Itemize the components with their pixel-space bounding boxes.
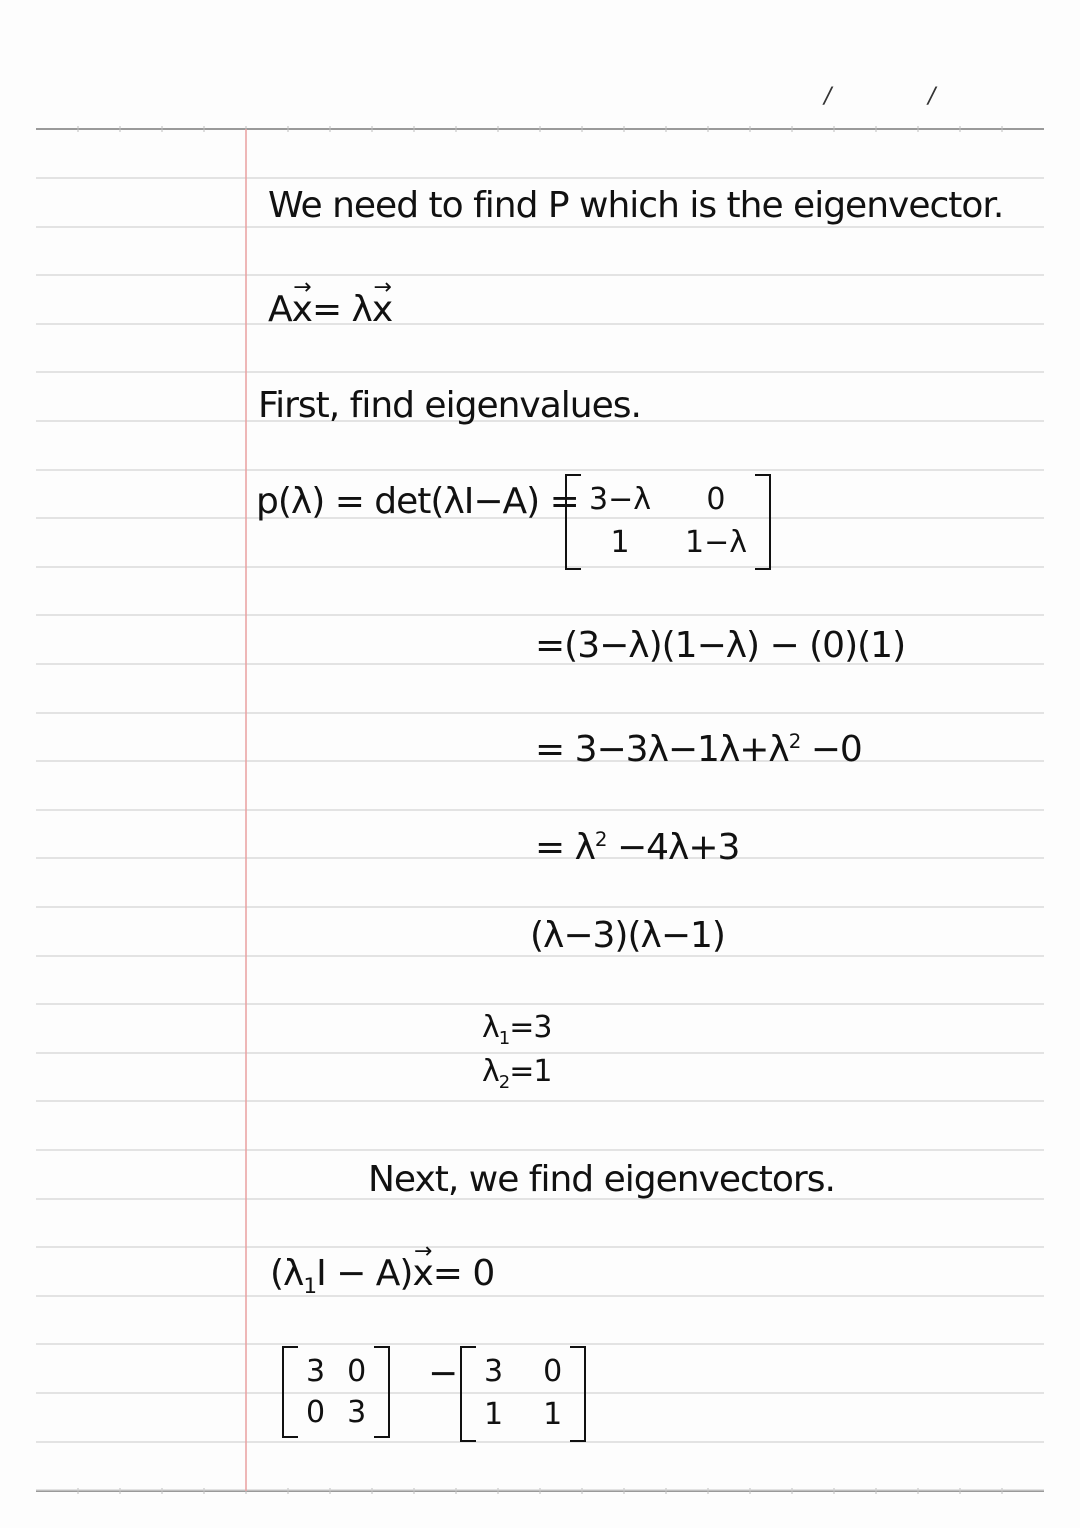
matrix-cell: 1 bbox=[543, 1397, 563, 1432]
matrix-cell: 3 bbox=[484, 1354, 504, 1389]
lambda-symbol: λ bbox=[482, 1054, 499, 1089]
eq-open: (λ bbox=[270, 1253, 304, 1294]
eigenvector-equation bbox=[270, 1254, 494, 1307]
matrix-cell: 1−λ bbox=[684, 525, 747, 560]
eigen-equation bbox=[268, 290, 392, 330]
matrix-cell: 0 bbox=[543, 1354, 563, 1389]
subscript: 1 bbox=[498, 1028, 510, 1049]
expansion-step-3-tail: −4λ+3 bbox=[606, 827, 740, 868]
matrix-cell: 3 bbox=[347, 1395, 367, 1430]
expansion-step-2-body: = 3−3λ−1λ+λ bbox=[535, 729, 789, 770]
matrix-lambda-i-minus-a bbox=[565, 474, 771, 570]
eigen-equation-a: A bbox=[268, 289, 292, 330]
matrix-cells bbox=[581, 474, 755, 570]
minus-sign: − bbox=[428, 1353, 458, 1394]
char-poly-line: p(λ) = det(λI−A) = bbox=[256, 481, 579, 522]
matrix-a bbox=[460, 1346, 586, 1442]
expansion-step-3 bbox=[535, 820, 739, 868]
matrix-cell: 1 bbox=[484, 1397, 504, 1432]
matrix-cell: 3 bbox=[306, 1354, 326, 1389]
matrix-cell: 1 bbox=[610, 525, 630, 560]
date-separator-1: / bbox=[824, 84, 832, 109]
exponent: 2 bbox=[594, 828, 607, 851]
vector-x: → x bbox=[292, 290, 312, 330]
subscript: 2 bbox=[498, 1072, 510, 1093]
left-bracket bbox=[460, 1346, 476, 1442]
vector-x: → x bbox=[372, 290, 392, 330]
matrix-cells bbox=[476, 1346, 570, 1442]
date-separator-2: / bbox=[928, 84, 936, 109]
expansion-step-1: =(3−λ)(1−λ) − (0)(1) bbox=[535, 625, 906, 666]
matrix-lambda-i bbox=[282, 1346, 390, 1438]
eigenvalue-2-value: =1 bbox=[509, 1054, 552, 1089]
right-bracket bbox=[374, 1346, 390, 1438]
eigenvalue-1 bbox=[482, 1012, 551, 1055]
matrix-cell: 0 bbox=[306, 1395, 326, 1430]
next-step-line: Next, we find eigenvectors. bbox=[368, 1159, 835, 1200]
expansion-step-3-body: = λ bbox=[535, 827, 595, 868]
factored-form: (λ−3)(λ−1) bbox=[530, 915, 725, 956]
subscript: 1 bbox=[303, 1274, 317, 1300]
lambda-symbol: λ bbox=[482, 1010, 499, 1045]
right-bracket bbox=[570, 1346, 586, 1442]
matrix-cell: 0 bbox=[347, 1354, 367, 1389]
exponent: 2 bbox=[788, 730, 801, 753]
expansion-step-2-tail: −0 bbox=[800, 729, 862, 770]
first-step-line: First, find eigenvalues. bbox=[258, 385, 641, 426]
eq-end: = 0 bbox=[432, 1253, 495, 1294]
eigen-equation-mid: = λ bbox=[311, 289, 372, 330]
matrix-cell: 0 bbox=[706, 482, 726, 517]
left-bracket bbox=[565, 474, 581, 570]
eigenvalue-2 bbox=[482, 1056, 551, 1099]
matrix-cells bbox=[298, 1346, 374, 1438]
intro-line: We need to find P which is the eigenvector. bbox=[268, 185, 1004, 226]
expansion-step-2 bbox=[535, 722, 862, 770]
matrix-cell: 3−λ bbox=[589, 482, 651, 517]
eigenvalue-1-value: =3 bbox=[509, 1010, 552, 1045]
eq-mid: I − A) bbox=[316, 1253, 413, 1294]
right-bracket bbox=[755, 474, 771, 570]
left-bracket bbox=[282, 1346, 298, 1438]
vector-x: → x bbox=[412, 1254, 432, 1294]
